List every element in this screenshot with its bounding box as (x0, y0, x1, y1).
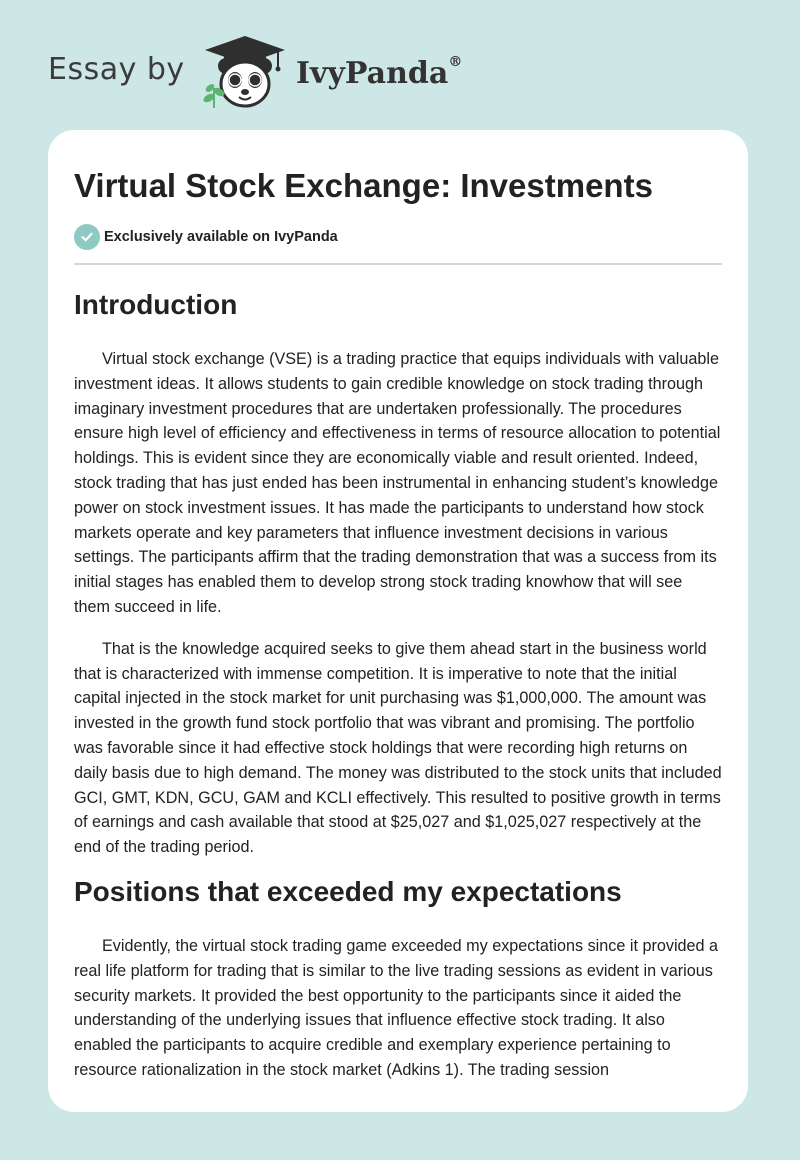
paragraph: Virtual stock exchange (VSE) is a trading practice that equips individuals with valuable investment ideas. It allows students to gain credible knowledge on stock trading through imaginary investment procedures that are undertaken professionally. The procedures ensure high level of efficiency and effectiveness in terms of resource allocation to potential holdings. This is evident since they are economically viable and result oriented. Indeed, stock trading that has just ended has been instrumental in enhancing student’s knowledge power on stock investment issues. It has made the participants to understand how stock markets operate and key parameters that influence investment decisions in various settings. The participants affirm that the trading demonstration that was a success from its initial stages has enabled them to develop strong stock trading knowhow that will see them succeed in life. (74, 350, 721, 616)
divider (74, 263, 722, 265)
registered-mark: ® (448, 54, 463, 70)
panda-graduate-icon (200, 32, 290, 112)
check-icon (74, 224, 100, 250)
section-heading-introduction: Introduction (74, 289, 238, 320)
essay-title: Virtual Stock Exchange: Investments (74, 167, 653, 204)
exclusive-badge (74, 224, 722, 250)
section-heading-positions: Positions that exceeded my expectations (74, 875, 622, 907)
brand-name (296, 56, 462, 91)
site-header (48, 30, 548, 110)
exclusive-badge-label: Exclusively available on IvyPanda (104, 229, 338, 245)
paragraph: That is the knowledge acquired seeks to give them ahead start in the business world that is characterized with immense competition. It is imperative to note that the initial capital injected in the stock market for unit purchasing was $1,000,000. The amount was invested in the growth fund stock portfolio that was vibrant and promising. The portfolio was favorable since it had effective stock holdings that were recording high returns on daily basis due to high demand. The money was distributed to the stock units that included GCI, GMT, KDN, GCU, GAM and KCLI effectively. This resulted to positive growth in terms of earnings and cash available that stood at $25,027 and $1,025,027 respectively at the end of the trading period. (74, 639, 722, 857)
brand-text: IvyPanda (296, 56, 449, 91)
paragraph: Evidently, the virtual stock trading game exceeded my expectations since it provided a real life platform for trading that is similar to the live trading sessions as evident in various security markets. It provided the best opportunity to the participants since it aided the understanding of the underlying issues that influence effective stock trading. It also enabled the participants to acquire credible and exemplary experience pertaining to resource rationalization in the stock market (Adkins 1). The trading session (74, 936, 719, 1079)
essay-card (48, 130, 748, 1112)
essay-by-label: Essay by (48, 52, 185, 87)
